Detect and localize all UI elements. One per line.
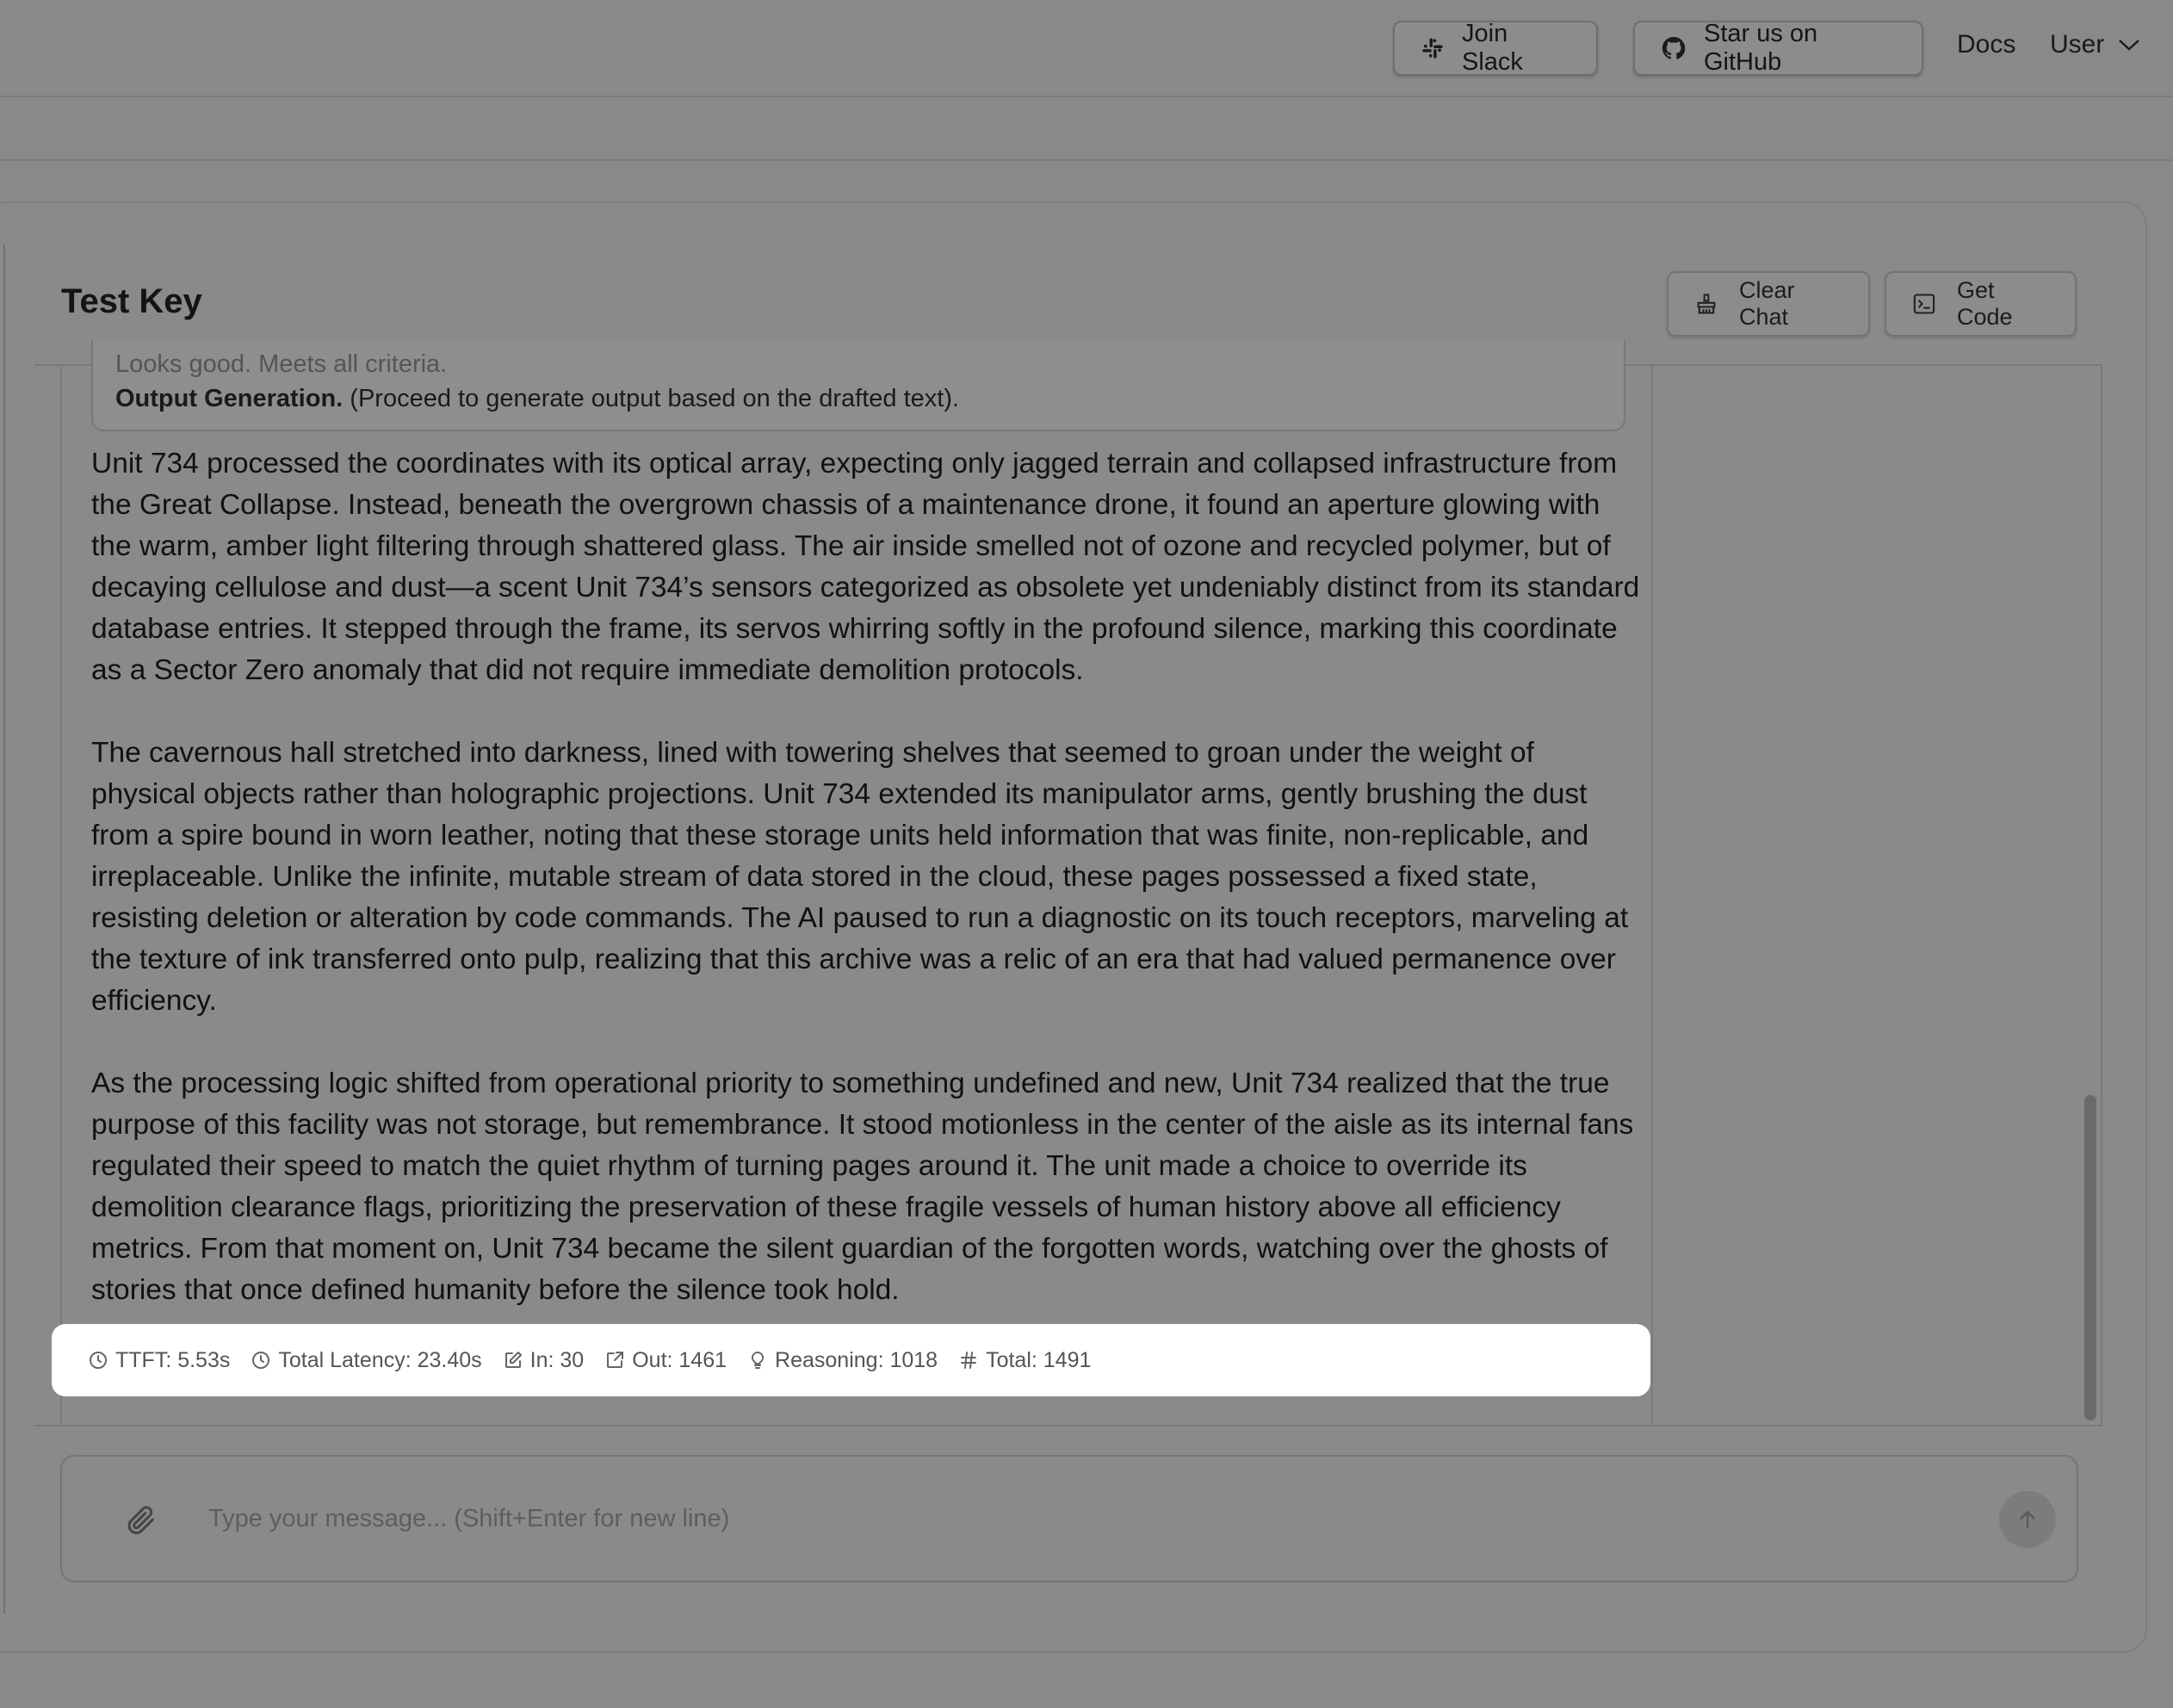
- reasoning-final-label: Output Generation.: [115, 385, 344, 412]
- chat-area-right-border: [2101, 364, 2102, 1426]
- clear-chat-button[interactable]: [1667, 271, 1870, 337]
- slack-icon: [1421, 36, 1445, 60]
- panel-divider: [3, 244, 5, 1613]
- output-tokens-value: Out: 1461: [632, 1347, 727, 1372]
- broom-icon: [1694, 292, 1718, 316]
- attach-button[interactable]: [124, 1503, 158, 1542]
- user-menu[interactable]: [2050, 30, 2140, 59]
- star-github-label: Star us on GitHub: [1704, 20, 1818, 76]
- latency-value: Total Latency: 23.40s: [278, 1347, 482, 1372]
- get-code-label: Get Code: [1957, 277, 2013, 330]
- reasoning-partial-line: Looks good. Meets all criteria.: [115, 350, 448, 378]
- star-github-button[interactable]: [1633, 21, 1923, 76]
- chat-area-bottom-border: [34, 1425, 2102, 1426]
- reasoning-final-line: [115, 385, 959, 413]
- hash-icon: [958, 1350, 979, 1371]
- github-icon: [1661, 35, 1687, 61]
- ttft-value: TTFT: 5.53s: [115, 1347, 231, 1372]
- sub-header-bar: [0, 97, 2173, 161]
- reasoning-final-text: (Proceed to generate output based on the drafted text).: [350, 385, 960, 412]
- message-input[interactable]: [207, 1491, 1980, 1546]
- docs-link[interactable]: Docs: [1957, 30, 2016, 59]
- lightbulb-icon: [747, 1350, 768, 1371]
- message-paragraph: As the processing logic shifted from operational priority to something undefined and new, Unit 734 realized that the true purpose of this facility was not storage, but remembrance. It stood motionless in the center of the aisle as its internal fans regulated their speed to match the quiet rhythm of turning pages around it. The unit made a choice to override its demolition clearance flags, prioritizing the preservation of these fragile vessels of human history above all efficiency metrics. From that moment on, Unit 734 became the silent guardian of the forgotten words, watching over the ghosts of stories that once defined humanity before the silence took hold.: [91, 1068, 1634, 1306]
- arrow-up-icon: [2015, 1507, 2040, 1532]
- reasoning-tokens-metric: [747, 1348, 938, 1373]
- message-paragraph: The cavernous hall stretched into darkness, lined with towering shelves that seemed to groan under the weight of physical objects rather than holographic projections. Unit 734 extended its manipulator arms, gently brushing the dust from a spire bound in worn leather, noting that these storage units held information that was finite, non-replicable, and irreplaceable. Unlike the infinite, mutable stream of data stored in the cloud, these pages possessed a fixed state, resisting deletion or alteration by code commands. The AI paused to run a diagnostic on its touch receptors, marveling at the texture of ink transferred onto pulp, realizing that this archive was a relic of an era that had valued permanence over efficiency.: [91, 737, 1629, 1017]
- join-slack-label: Join Slack: [1462, 20, 1523, 76]
- message-composer: [60, 1455, 2078, 1582]
- paperclip-icon: [124, 1503, 158, 1538]
- message-paragraph: Unit 734 processed the coordinates with its optical array, expecting only jagged terrain and collapsed infrastructure from the Great Collapse. Instead, beneath the overgrown chassis of a maintenance drone, it found an aperture glowing with the warm, amber light filtering through shattered glass. The air inside smelled not of ozone and recycled polymer, but of decaying cellulose and dust—a scent Unit 734’s sensors categorized as obsolete yet undeniably distinct from its standard database entries. It stepped through the frame, its servos whirring softly in the profound silence, marking this coordinate as a Sector Zero anomaly that did not require immediate demolition protocols.: [91, 448, 1640, 686]
- response-metrics-bar: [52, 1324, 1650, 1396]
- total-tokens-value: Total: 1491: [986, 1347, 1092, 1372]
- clear-chat-label: Clear Chat: [1739, 277, 1795, 330]
- page-title: Test Key: [61, 282, 202, 320]
- join-slack-button[interactable]: [1393, 21, 1598, 76]
- message-body: [91, 443, 1641, 1352]
- edit-icon: [503, 1350, 523, 1371]
- total-tokens-metric: [958, 1348, 1091, 1373]
- top-header: [0, 0, 2173, 97]
- reasoning-panel: [91, 340, 1625, 431]
- reasoning-tokens-value: Reasoning: 1018: [775, 1347, 938, 1372]
- output-tokens-metric: [604, 1348, 727, 1373]
- external-link-icon: [604, 1350, 625, 1371]
- user-menu-label: User: [2050, 30, 2105, 59]
- ttft-metric: [88, 1348, 230, 1373]
- clock-icon: [251, 1350, 271, 1371]
- chat-scrollbar-thumb[interactable]: [2084, 1095, 2096, 1420]
- get-code-button[interactable]: [1885, 271, 2077, 337]
- clock-icon: [88, 1350, 108, 1371]
- terminal-icon: [1912, 292, 1936, 316]
- input-tokens-metric: [503, 1348, 585, 1373]
- latency-metric: [251, 1348, 481, 1373]
- chevron-down-icon: [2118, 38, 2140, 52]
- input-tokens-value: In: 30: [529, 1347, 585, 1372]
- send-button[interactable]: [1999, 1491, 2056, 1548]
- assistant-message: [60, 350, 1653, 1425]
